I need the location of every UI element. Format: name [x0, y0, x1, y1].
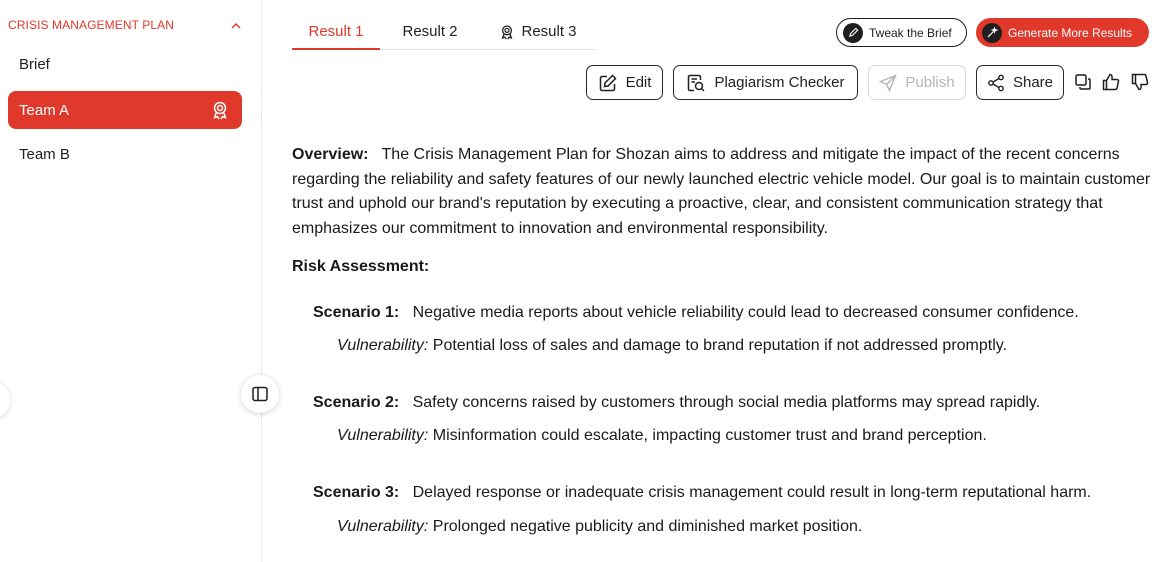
vulnerability-label: Vulnerability:: [337, 427, 429, 444]
scenario-label: Scenario 3:: [313, 484, 400, 501]
sidebar-item-team-a[interactable]: [8, 91, 242, 129]
scenario-text: Safety concerns raised by customers through social media platforms may spread rapidly.: [412, 394, 1041, 411]
sidebar-item-label: Team A: [19, 101, 70, 119]
overview-text: The Crisis Management Plan for Shozan aims to address and mitigate the impact of the recent concerns regarding the reliability and safety features of our newly launched electric vehicle model. Our goal is to maintain customer trust and uphold our brand's reputation by executing a proactive, clear, and consistent communication strategy that emphasizes our commitment to innovation and environmental responsibility.: [292, 146, 1151, 237]
overview-paragraph: [292, 143, 1162, 241]
toggle-sidebar-button[interactable]: [241, 375, 279, 413]
vulnerability-label: Vulnerability:: [337, 518, 429, 535]
button-label: Generate More Results: [1008, 25, 1133, 40]
vulnerability-text: Potential loss of sales and damage to brand reputation if not addressed promptly.: [432, 337, 1008, 354]
scenario-1: [313, 304, 1079, 322]
button-label: Tweak the Brief: [869, 25, 952, 40]
share-button[interactable]: [976, 65, 1064, 100]
sidebar-item-brief[interactable]: [8, 45, 242, 83]
button-label: Edit: [625, 74, 652, 91]
scenario-text: Negative media reports about vehicle reliability could lead to decreased consumer confidence.: [412, 304, 1079, 321]
send-icon: [879, 74, 897, 92]
magic-wand-icon: [982, 23, 1002, 43]
sidebar-toggle-icon: [251, 385, 269, 403]
scenario-2: [313, 394, 1040, 412]
button-label: Publish: [905, 74, 955, 91]
tab-label: Result 3: [521, 23, 577, 40]
panel-edge-handle[interactable]: [0, 382, 10, 418]
award-icon: [499, 24, 515, 40]
tweak-brief-button[interactable]: [836, 18, 967, 47]
scenario-label: Scenario 2:: [313, 394, 400, 411]
copy-button[interactable]: [1072, 71, 1094, 93]
tab-label: Result 1: [308, 23, 364, 40]
thumbs-up-button[interactable]: [1100, 71, 1122, 93]
thumbs-up-icon: [1101, 72, 1121, 92]
document-search-icon: [686, 73, 706, 93]
tab-result-1[interactable]: [292, 14, 380, 49]
tab-result-2[interactable]: [380, 14, 480, 49]
plagiarism-checker-button[interactable]: [673, 65, 858, 100]
section-title: CRISIS MANAGEMENT PLAN: [8, 18, 175, 32]
vulnerability-label: Vulnerability:: [337, 337, 429, 354]
vulnerability-text: Misinformation could escalate, impacting customer trust and brand perception.: [432, 427, 987, 444]
edit-button[interactable]: [586, 65, 663, 100]
scenario-2-vulnerability: [337, 427, 987, 445]
section-header[interactable]: [8, 17, 242, 33]
overview-label: Overview:: [292, 146, 369, 163]
scenario-3-vulnerability: [337, 518, 862, 536]
generate-more-results-button[interactable]: [976, 18, 1149, 47]
award-icon: [209, 99, 231, 121]
publish-button[interactable]: [868, 65, 966, 100]
thumbs-down-icon: [1130, 72, 1150, 92]
tab-result-3[interactable]: [480, 14, 596, 49]
button-label: Plagiarism Checker: [714, 74, 845, 91]
sidebar-item-team-b[interactable]: [8, 135, 242, 173]
vulnerability-text: Prolonged negative publicity and diminished market position.: [432, 518, 863, 535]
scenario-1-vulnerability: [337, 337, 1007, 355]
result-tabs: [292, 14, 596, 50]
pencil-icon: [843, 23, 863, 43]
sidebar-item-label: Team B: [19, 145, 70, 163]
scenario-label: Scenario 1:: [313, 304, 400, 321]
button-label: Share: [1012, 74, 1054, 91]
edit-icon: [598, 73, 618, 93]
share-icon: [987, 74, 1005, 92]
risk-assessment-heading: Risk Assessment:: [292, 258, 430, 275]
sidebar: [0, 0, 262, 562]
scenario-text: Delayed response or inadequate crisis management could result in long-term reputational harm.: [412, 484, 1092, 501]
sidebar-item-label: Brief: [19, 55, 50, 73]
chevron-up-icon[interactable]: [230, 19, 242, 31]
scenario-3: [313, 484, 1091, 502]
tab-label: Result 2: [402, 23, 458, 40]
thumbs-down-button[interactable]: [1129, 71, 1151, 93]
copy-icon: [1074, 73, 1092, 91]
